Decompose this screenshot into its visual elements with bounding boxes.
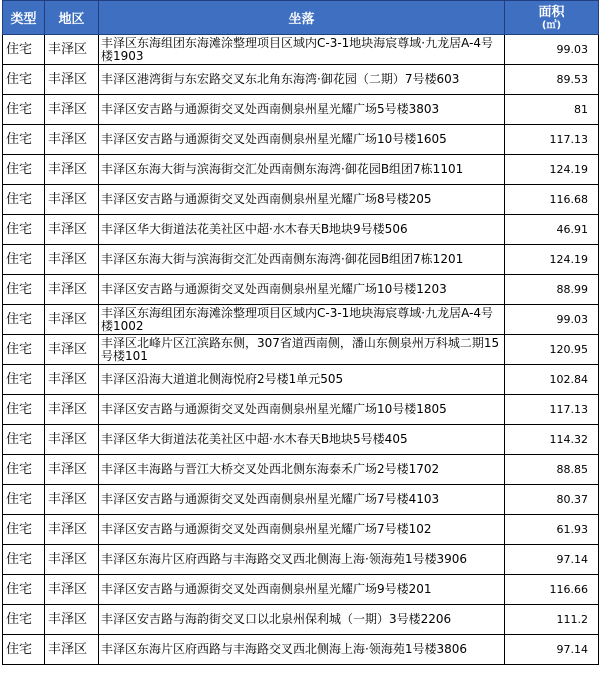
cell-area: 124.19	[505, 245, 599, 275]
cell-area: 61.93	[505, 515, 599, 545]
cell-district: 丰泽区	[45, 515, 99, 545]
cell-district: 丰泽区	[45, 605, 99, 635]
table-row	[3, 365, 599, 395]
table-row	[3, 515, 599, 545]
cell-address: 丰泽区港湾街与东宏路交叉东北角东海湾·御花园（二期）7号楼603	[99, 65, 505, 95]
cell-type: 住宅	[3, 605, 45, 635]
cell-district: 丰泽区	[45, 95, 99, 125]
cell-address: 丰泽区华大街道法花美社区中超·水木春天B地块5号楼405	[99, 425, 505, 455]
cell-area: 97.14	[505, 635, 599, 665]
cell-type: 住宅	[3, 215, 45, 245]
cell-area: 111.2	[505, 605, 599, 635]
cell-type: 住宅	[3, 485, 45, 515]
property-table	[2, 0, 599, 665]
table-row	[3, 335, 599, 365]
cell-area: 99.03	[505, 305, 599, 335]
cell-type: 住宅	[3, 575, 45, 605]
cell-type: 住宅	[3, 425, 45, 455]
cell-type: 住宅	[3, 635, 45, 665]
cell-district: 丰泽区	[45, 35, 99, 65]
cell-type: 住宅	[3, 155, 45, 185]
cell-area: 116.68	[505, 185, 599, 215]
cell-address: 丰泽区安吉路与通源街交叉处西南侧泉州星光耀广场10号楼1605	[99, 125, 505, 155]
header-type: 类型	[3, 1, 45, 35]
cell-district: 丰泽区	[45, 275, 99, 305]
table-row	[3, 35, 599, 65]
table-row	[3, 575, 599, 605]
cell-address: 丰泽区东海片区府西路与丰海路交叉西北侧海上海·领海苑1号楼3806	[99, 635, 505, 665]
cell-type: 住宅	[3, 185, 45, 215]
table-row	[3, 125, 599, 155]
cell-area: 88.85	[505, 455, 599, 485]
cell-address: 丰泽区安吉路与通源街交叉处西南侧泉州星光耀广场9号楼201	[99, 575, 505, 605]
table-row	[3, 605, 599, 635]
cell-district: 丰泽区	[45, 635, 99, 665]
header-row	[3, 1, 599, 35]
cell-area: 80.37	[505, 485, 599, 515]
cell-district: 丰泽区	[45, 485, 99, 515]
header-area-unit: (㎡)	[541, 19, 562, 31]
cell-address: 丰泽区丰海路与晋江大桥交叉处西北侧东海泰禾广场2号楼1702	[99, 455, 505, 485]
cell-type: 住宅	[3, 395, 45, 425]
cell-address: 丰泽区东海组团东海滩涂整理项目区域内C-3-1地块海宸尊域·九龙居A-4号楼1903	[99, 35, 505, 65]
cell-address: 丰泽区安吉路与通源街交叉处西南侧泉州星光耀广场10号楼1203	[99, 275, 505, 305]
cell-address: 丰泽区东海片区府西路与丰海路交叉西北侧海上海·领海苑1号楼3906	[99, 545, 505, 575]
table-row	[3, 635, 599, 665]
cell-type: 住宅	[3, 545, 45, 575]
header-district: 地区	[45, 1, 99, 35]
table-row	[3, 305, 599, 335]
cell-district: 丰泽区	[45, 455, 99, 485]
cell-area: 89.53	[505, 65, 599, 95]
cell-district: 丰泽区	[45, 215, 99, 245]
cell-district: 丰泽区	[45, 545, 99, 575]
cell-address: 丰泽区华大街道法花美社区中超·水木春天B地块9号楼506	[99, 215, 505, 245]
cell-area: 117.13	[505, 395, 599, 425]
table-row	[3, 545, 599, 575]
cell-address: 丰泽区安吉路与通源街交叉处西南侧泉州星光耀广场10号楼1805	[99, 395, 505, 425]
table-row	[3, 155, 599, 185]
cell-area: 99.03	[505, 35, 599, 65]
cell-type: 住宅	[3, 245, 45, 275]
cell-address: 丰泽区北峰片区江滨路东侧，307省道西南侧，潘山东侧泉州万科城二期15号楼101	[99, 335, 505, 365]
cell-address: 丰泽区安吉路与海韵街交叉口以北泉州保利城（一期）3号楼2206	[99, 605, 505, 635]
cell-type: 住宅	[3, 95, 45, 125]
cell-address: 丰泽区安吉路与通源街交叉处西南侧泉州星光耀广场8号楼205	[99, 185, 505, 215]
cell-address: 丰泽区安吉路与通源街交叉处西南侧泉州星光耀广场7号楼4103	[99, 485, 505, 515]
cell-area: 114.32	[505, 425, 599, 455]
cell-district: 丰泽区	[45, 125, 99, 155]
table-row	[3, 425, 599, 455]
cell-address: 丰泽区东海大街与滨海街交汇处西南侧东海湾·御花园B组团7栋1201	[99, 245, 505, 275]
table-row	[3, 215, 599, 245]
cell-area: 117.13	[505, 125, 599, 155]
cell-area: 124.19	[505, 155, 599, 185]
cell-area: 88.99	[505, 275, 599, 305]
cell-type: 住宅	[3, 125, 45, 155]
cell-area: 97.14	[505, 545, 599, 575]
cell-type: 住宅	[3, 335, 45, 365]
cell-district: 丰泽区	[45, 65, 99, 95]
cell-district: 丰泽区	[45, 425, 99, 455]
cell-area: 81	[505, 95, 599, 125]
cell-address: 丰泽区沿海大道道北侧海悦府2号楼1单元505	[99, 365, 505, 395]
table-row	[3, 245, 599, 275]
cell-type: 住宅	[3, 65, 45, 95]
table-body	[3, 35, 599, 665]
cell-type: 住宅	[3, 305, 45, 335]
cell-area: 120.95	[505, 335, 599, 365]
cell-address: 丰泽区东海组团东海滩涂整理项目区域内C-3-1地块海宸尊域·九龙居A-4号楼1002	[99, 305, 505, 335]
cell-district: 丰泽区	[45, 575, 99, 605]
cell-type: 住宅	[3, 455, 45, 485]
cell-district: 丰泽区	[45, 155, 99, 185]
cell-area: 102.84	[505, 365, 599, 395]
cell-area: 46.91	[505, 215, 599, 245]
table-row	[3, 95, 599, 125]
cell-district: 丰泽区	[45, 185, 99, 215]
header-address: 坐落	[99, 1, 505, 35]
cell-type: 住宅	[3, 275, 45, 305]
header-area-label: 面积	[538, 4, 565, 20]
table-row	[3, 395, 599, 425]
table-row	[3, 275, 599, 305]
cell-address: 丰泽区安吉路与通源街交叉处西南侧泉州星光耀广场7号楼102	[99, 515, 505, 545]
table-row	[3, 185, 599, 215]
cell-type: 住宅	[3, 515, 45, 545]
cell-district: 丰泽区	[45, 395, 99, 425]
table-row	[3, 455, 599, 485]
cell-address: 丰泽区东海大街与滨海街交汇处西南侧东海湾·御花园B组团7栋1101	[99, 155, 505, 185]
cell-address: 丰泽区安吉路与通源街交叉处西南侧泉州星光耀广场5号楼3803	[99, 95, 505, 125]
cell-district: 丰泽区	[45, 335, 99, 365]
cell-type: 住宅	[3, 35, 45, 65]
cell-district: 丰泽区	[45, 305, 99, 335]
cell-district: 丰泽区	[45, 245, 99, 275]
table-row	[3, 65, 599, 95]
cell-area: 116.66	[505, 575, 599, 605]
header-area	[505, 1, 599, 35]
cell-type: 住宅	[3, 365, 45, 395]
table-row	[3, 485, 599, 515]
cell-district: 丰泽区	[45, 365, 99, 395]
